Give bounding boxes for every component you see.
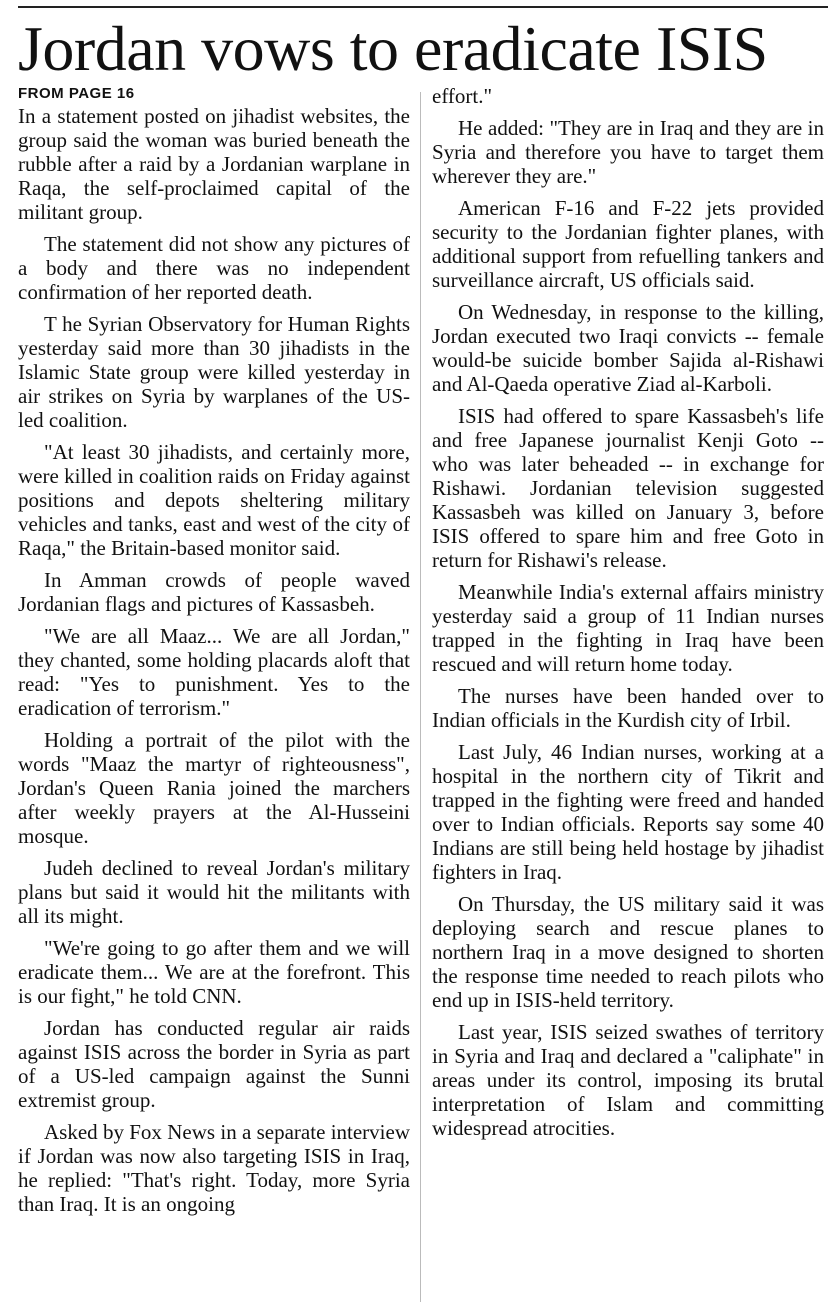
paragraph: "At least 30 jihadists, and certainly more, were killed in coalition raids on Friday against positions and depots sheltering military vehicles and tanks, east and west of the city of Raqa," the Britain-based monitor said. [18, 440, 410, 560]
paragraph: On Wednesday, in response to the killing, Jordan executed two Iraqi convicts -- female would-be suicide bomber Sajida al-Rishawi and Al-Qaeda operative Ziad al-Karboli. [432, 300, 824, 396]
column-divider [420, 92, 421, 1302]
paragraph: In a statement posted on jihadist websites, the group said the woman was buried beneath the rubble after a raid by a Jordanian warplane in Raqa, the self-proclaimed capital of the militant group. [18, 104, 410, 224]
paragraph: In Amman crowds of people waved Jordanian flags and pictures of Kassasbeh. [18, 568, 410, 616]
paragraph: Last July, 46 Indian nurses, working at a hospital in the northern city of Tikrit and trapped in the fighting were freed and handed over to Indian officials. Reports say some 40 Indians are still being held hostage by jihadist fighters in Iraq. [432, 740, 824, 884]
paragraph: American F-16 and F-22 jets provided security to the Jordanian fighter planes, with additional support from refuelling tankers and surveillance aircraft, US officials said. [432, 196, 824, 292]
paragraph: "We are all Maaz... We are all Jordan," they chanted, some holding placards aloft that read: "Yes to punishment. Yes to the eradication of terrorism." [18, 624, 410, 720]
paragraph: Holding a portrait of the pilot with the words "Maaz the martyr of righteousness", Jordan's Queen Rania joined the marchers after weekly prayers at the Al-Husseini mosque. [18, 728, 410, 848]
paragraph: The statement did not show any pictures of a body and there was no independent confirmation of her reported death. [18, 232, 410, 304]
from-page-label: FROM PAGE 16 [18, 85, 135, 102]
right-column [432, 84, 824, 1148]
paragraph: T he Syrian Observatory for Human Rights yesterday said more than 30 jihadists in the Islamic State group were killed yesterday in air strikes on Syria by warplanes of the US-led coalition. [18, 312, 410, 432]
paragraph: ISIS had offered to spare Kassasbeh's life and free Japanese journalist Kenji Goto -- who was later beheaded -- in exchange for Rishawi. Jordanian television suggested Kassasbeh was killed on January 3, before ISIS offered to spare him and free Goto in return for Rishawi's release. [432, 404, 824, 572]
paragraph: "We're going to go after them and we will eradicate them... We are at the forefront. This is our fight," he told CNN. [18, 936, 410, 1008]
paragraph: On Thursday, the US military said it was deploying search and rescue planes to northern Iraq in a move designed to shorten the response time needed to reach pilots who end up in ISIS-held territory. [432, 892, 824, 1012]
headline: Jordan vows to eradicate ISIS [18, 13, 768, 84]
paragraph: effort." [432, 84, 493, 108]
paragraph: Last year, ISIS seized swathes of territory in Syria and Iraq and declared a "caliphate" in areas under its control, imposing its brutal interpretation of Islam and committing widespread atrocities. [432, 1020, 824, 1140]
paragraph: He added: "They are in Iraq and they are in Syria and therefore you have to target them wherever they are." [432, 116, 824, 188]
paragraph: Judeh declined to reveal Jordan's military plans but said it would hit the militants with all its might. [18, 856, 410, 928]
paragraph: The nurses have been handed over to Indian officials in the Kurdish city of Irbil. [432, 684, 824, 732]
paragraph: Jordan has conducted regular air raids against ISIS across the border in Syria as part of a US-led campaign against the Sunni extremist group. [18, 1016, 410, 1112]
top-rule [18, 6, 828, 8]
paragraph: Meanwhile India's external affairs ministry yesterday said a group of 11 Indian nurses trapped in the fighting in Iraq have been rescued and will return home today. [432, 580, 824, 676]
paragraph: Asked by Fox News in a separate interview if Jordan was now also targeting ISIS in Iraq, he replied: "That's right. Today, more Syria than Iraq. It is an ongoing [18, 1120, 410, 1216]
left-column [18, 84, 410, 1224]
